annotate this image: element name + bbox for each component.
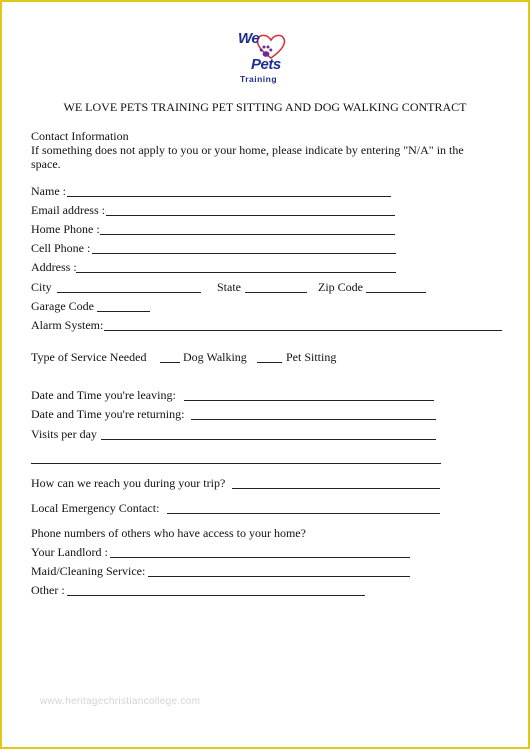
access-heading: Phone numbers of others who have access to your home? — [31, 526, 306, 540]
dog-walking-label: Dog Walking — [183, 350, 247, 364]
address-field[interactable] — [76, 272, 396, 273]
maid-service-field[interactable] — [148, 576, 410, 577]
cell-phone-field[interactable] — [92, 253, 396, 254]
state-label: State — [217, 280, 241, 294]
reach-during-trip-label: How can we reach you during your trip? — [31, 476, 226, 490]
other-access-label: Other : — [31, 583, 65, 597]
service-type-label: Type of Service Needed — [31, 350, 147, 364]
returning-label: Date and Time you're returning: — [31, 407, 185, 421]
alarm-system-field[interactable] — [104, 330, 502, 331]
name-field[interactable] — [67, 196, 391, 197]
email-label: Email address : — [31, 203, 105, 217]
document-title: WE LOVE PETS TRAINING PET SITTING AND DOG WALKING CONTRACT — [63, 100, 467, 114]
visits-label: Visits per day — [31, 427, 97, 441]
pet-sitting-label: Pet Sitting — [286, 350, 337, 364]
garage-code-field[interactable] — [97, 311, 150, 312]
pet-sitting-checkbox[interactable] — [257, 362, 282, 363]
name-label: Name : — [31, 184, 66, 198]
zip-label: Zip Code — [318, 280, 363, 294]
emergency-contact-label: Local Emergency Contact: — [31, 501, 160, 515]
other-access-field[interactable] — [67, 595, 365, 596]
cell-phone-label: Cell Phone : — [31, 241, 91, 255]
dog-walking-checkbox[interactable] — [160, 362, 180, 363]
state-field[interactable] — [245, 292, 307, 293]
returning-field[interactable] — [191, 419, 436, 420]
city-label: City — [31, 280, 52, 294]
source-watermark: www.heritagechristiancollege.com — [40, 696, 201, 707]
email-field[interactable] — [106, 215, 395, 216]
home-phone-field[interactable] — [100, 234, 395, 235]
contact-instruction-line1: If something does not apply to you or your home, please indicate by entering "N/A" in the — [31, 143, 464, 157]
reach-during-trip-field[interactable] — [232, 488, 440, 489]
landlord-label: Your Landlord : — [31, 545, 108, 559]
home-phone-label: Home Phone : — [31, 222, 100, 236]
logo-text-we: We — [238, 30, 260, 47]
leaving-field[interactable] — [184, 400, 434, 401]
city-field[interactable] — [57, 292, 201, 293]
maid-service-label: Maid/Cleaning Service: — [31, 564, 146, 578]
landlord-field[interactable] — [110, 557, 410, 558]
zip-field[interactable] — [366, 292, 426, 293]
logo-text-pets: Pets — [251, 56, 281, 73]
alarm-system-label: Alarm System: — [31, 318, 104, 332]
address-label: Address : — [31, 260, 77, 274]
contact-heading: Contact Information — [31, 129, 129, 143]
contact-instruction-line2: space. — [31, 157, 61, 171]
we-love-pets-logo — [232, 28, 296, 88]
garage-code-label: Garage Code — [31, 299, 94, 313]
visits-field[interactable] — [101, 439, 436, 440]
logo-text-training: Training — [240, 74, 278, 84]
visits-extra-line[interactable] — [31, 463, 441, 464]
emergency-contact-field[interactable] — [167, 513, 440, 514]
leaving-label: Date and Time you're leaving: — [31, 388, 176, 402]
